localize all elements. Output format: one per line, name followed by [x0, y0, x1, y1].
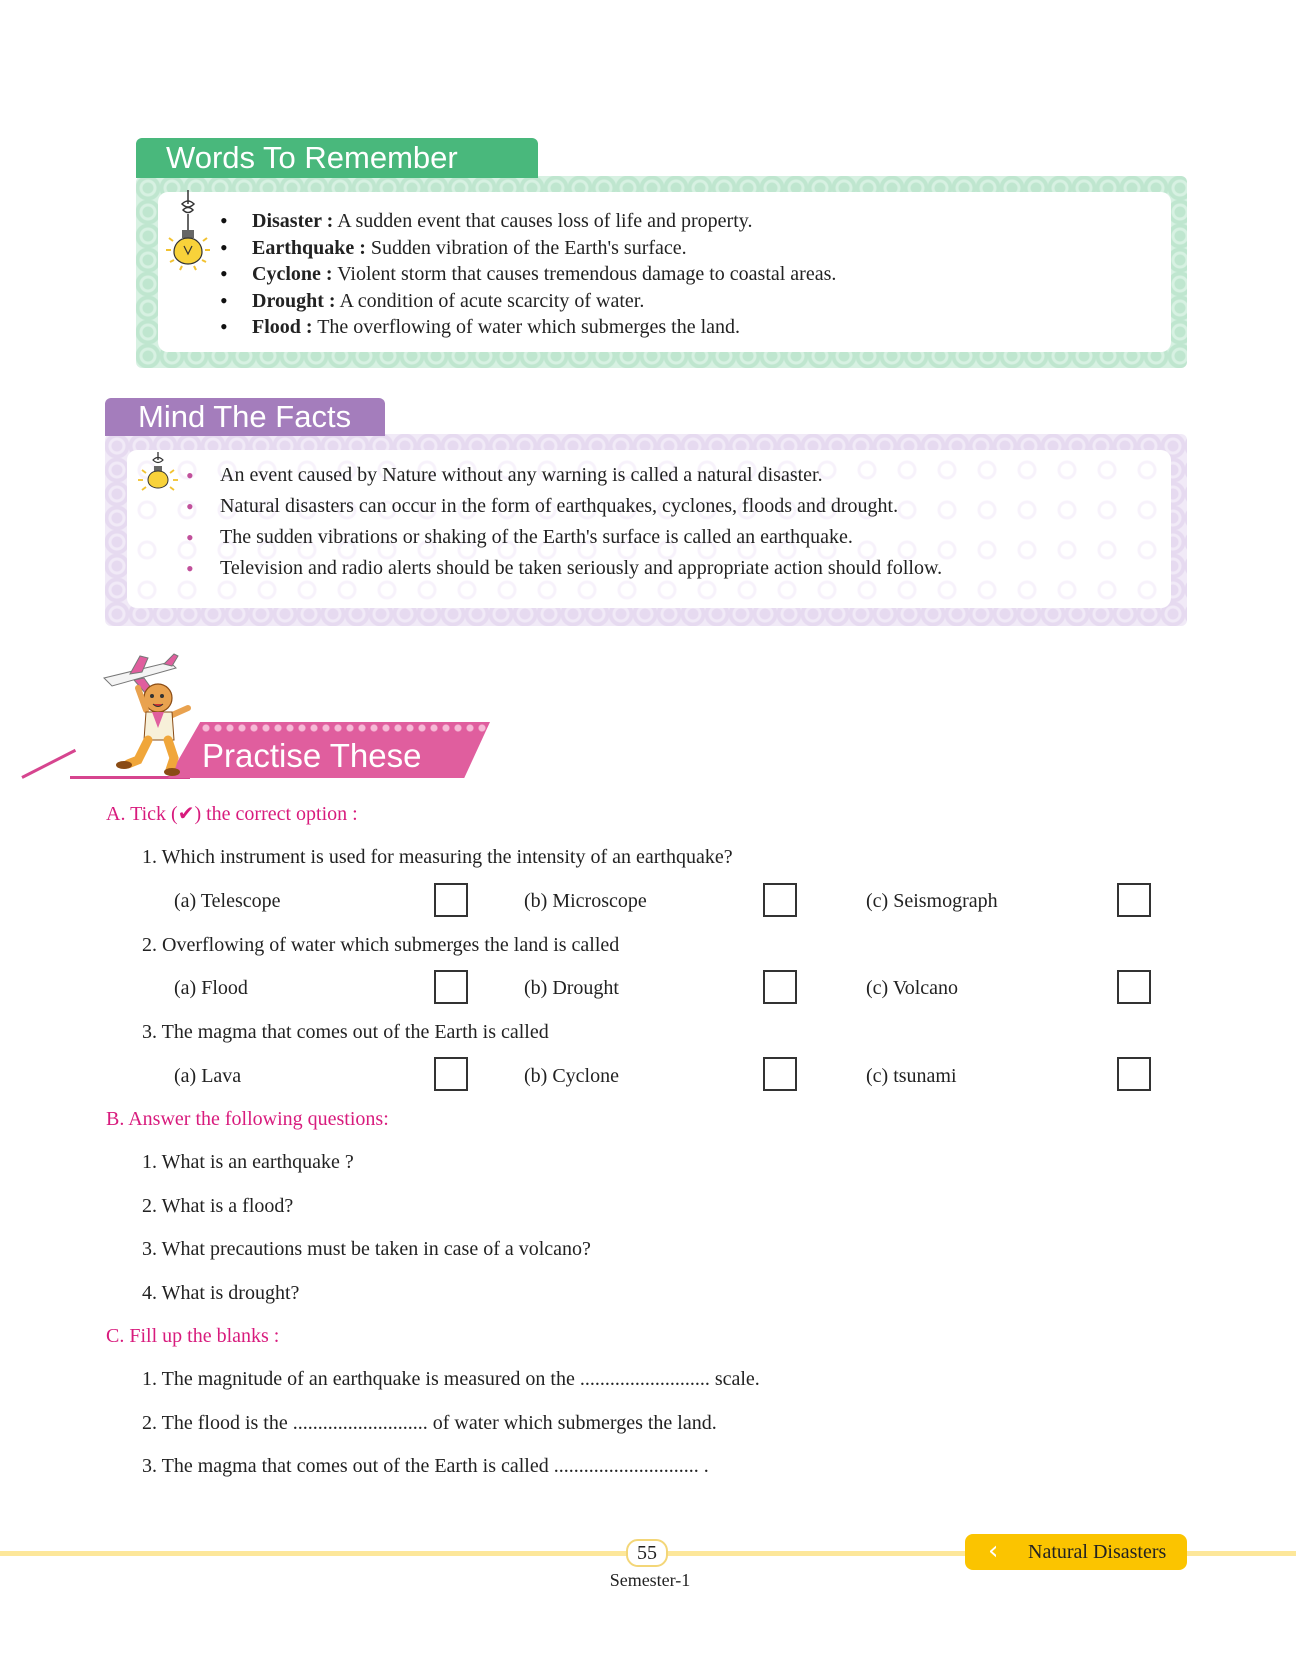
section-c-heading: C. Fill up the blanks :: [106, 1325, 280, 1347]
chevron-left-icon: ‹: [988, 1536, 999, 1566]
term: Drought :: [252, 289, 336, 312]
option: (a) Telescope: [174, 890, 281, 912]
section-a-heading: A. Tick (✔) the correct option :: [106, 803, 358, 825]
term: Flood :: [252, 316, 313, 338]
list-item: [218, 208, 836, 235]
decorative-line: [21, 749, 76, 779]
list-item: • The sudden vibrations or shaking of the Earth's surface is called an earthquake.: [184, 522, 942, 553]
question: 4. What is drought?: [142, 1282, 300, 1304]
question: 3. The magma that comes out of the Earth is called: [142, 1021, 549, 1043]
definition: Violent storm that causes tremendous damage to coastal areas.: [337, 263, 837, 285]
list-item: • An event caused by Nature without any warning is called a natural disaster.: [184, 460, 942, 491]
question: 3. What precautions must be taken in case of a volcano?: [142, 1238, 591, 1260]
child-with-airplane-illustration: [100, 652, 208, 778]
list-item: [218, 235, 836, 262]
answer-checkbox[interactable]: [1117, 970, 1151, 1004]
list-item: • Television and radio alerts should be taken seriously and appropriate action should follow.: [184, 553, 942, 584]
option: (b) Cyclone: [524, 1065, 619, 1087]
question: 2. What is a flood?: [142, 1195, 294, 1217]
list-item: [218, 261, 836, 288]
option: (b) Drought: [524, 977, 619, 999]
option: (c) Seismograph: [866, 890, 998, 912]
section-b-heading: B. Answer the following questions:: [106, 1108, 389, 1130]
list-item: • Natural disasters can occur in the form of earthquakes, cyclones, floods and drought.: [184, 491, 942, 522]
answer-checkbox[interactable]: [434, 970, 468, 1004]
option: (c) Volcano: [866, 977, 959, 999]
answer-checkbox[interactable]: [763, 883, 797, 917]
question: 2. The flood is the ........................... of water which submerges the land.: [142, 1412, 717, 1434]
list-item: [218, 288, 836, 315]
term: Disaster :: [252, 210, 334, 232]
mind-the-facts-title: Mind The Facts: [105, 398, 385, 436]
answer-checkbox[interactable]: [763, 970, 797, 1004]
option: (a) Lava: [174, 1065, 242, 1087]
list-item: [218, 314, 836, 341]
question: 1. What is an earthquake ?: [142, 1151, 354, 1173]
facts-list: [184, 460, 942, 584]
question: 1. The magnitude of an earthquake is measured on the .......................... scale.: [142, 1368, 760, 1390]
words-to-remember-title: Words To Remember: [136, 138, 538, 178]
question: 1. Which instrument is used for measuring the intensity of an earthquake?: [142, 846, 733, 868]
answer-checkbox[interactable]: [434, 1057, 468, 1091]
term: Cyclone :: [252, 263, 333, 285]
question: 3. The magma that comes out of the Earth is called ............................. .: [142, 1455, 709, 1477]
answer-checkbox[interactable]: [1117, 883, 1151, 917]
definition: A sudden event that causes loss of life and property.: [337, 210, 753, 232]
term: Earthquake :: [252, 236, 366, 259]
practise-title: Practise These: [202, 737, 422, 774]
answer-checkbox[interactable]: [434, 883, 468, 917]
lightbulb-icon: [160, 190, 216, 290]
definition: A condition of acute scarcity of water.: [339, 289, 645, 312]
question: 2. Overflowing of water which submerges the land is called: [142, 934, 620, 956]
chapter-label: Natural Disasters: [1028, 1541, 1167, 1563]
page-number: 55: [626, 1539, 668, 1567]
lightbulb-icon: [134, 452, 184, 498]
answer-checkbox[interactable]: [1117, 1057, 1151, 1091]
option: (b) Microscope: [524, 890, 647, 912]
definition: The overflowing of water which submerges the land.: [317, 316, 741, 338]
answer-checkbox[interactable]: [763, 1057, 797, 1091]
semester-label: Semester-1: [609, 1570, 691, 1590]
option: (a) Flood: [174, 977, 248, 999]
definition: Sudden vibration of the Earth's surface.: [370, 236, 687, 259]
words-list: [218, 208, 836, 341]
option: (c) tsunami: [866, 1065, 957, 1087]
